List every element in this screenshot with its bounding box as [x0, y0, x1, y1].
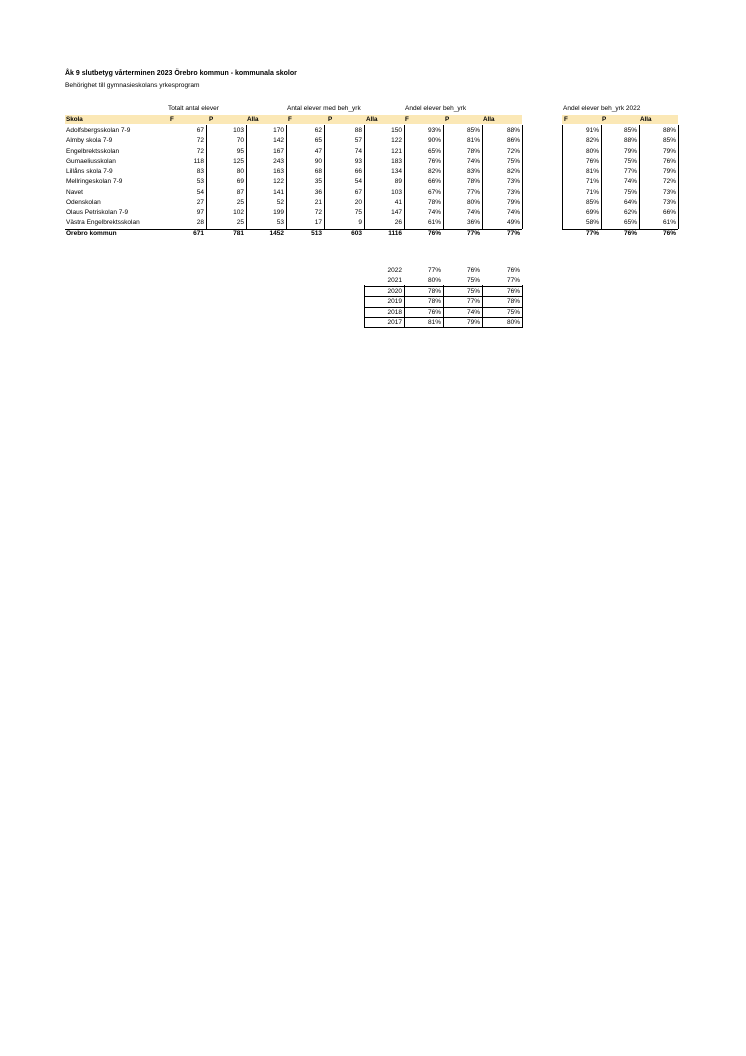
total-row-aa: 77% — [506, 229, 520, 237]
table-row-7-ap: 80% — [466, 198, 480, 206]
table-row-0-ba: 150 — [391, 127, 402, 134]
table-row-0-ap: 85% — [466, 127, 480, 134]
table-row-6-af: 67% — [427, 188, 441, 196]
history-hline-1 — [364, 296, 522, 297]
table-row-3-pp: 75% — [623, 157, 637, 165]
table-row-2-ap: 78% — [466, 147, 480, 155]
table-row-3-tf: 118 — [193, 157, 204, 165]
table-row-0-tp: 103 — [233, 127, 244, 134]
table-row-3-ba: 183 — [391, 157, 402, 165]
table-row-8-pa: 66% — [662, 209, 676, 216]
table-row-3-ta: 243 — [273, 157, 284, 165]
history-row-5-p: 79% — [466, 319, 480, 326]
total-row-bp: 603 — [351, 229, 362, 237]
table-row-8-aa: 74% — [506, 209, 520, 216]
history-row-4-f: 76% — [427, 308, 441, 316]
table-row-4-af: 82% — [427, 168, 441, 175]
table-row-1-ap: 81% — [466, 137, 480, 145]
table-row-7-aa: 79% — [506, 198, 520, 206]
table-row-8-ap: 74% — [466, 209, 480, 216]
table-row-4-bp: 66 — [354, 168, 362, 175]
history-row-2-p: 75% — [466, 287, 480, 295]
group-header-beh: Antal elever med beh_yrk — [287, 105, 361, 112]
table-row-9-af: 61% — [427, 219, 441, 227]
grid-vline-2022-3 — [678, 125, 679, 229]
table-row-2-pa: 79% — [662, 147, 676, 155]
total-row-bf: 513 — [311, 229, 322, 237]
table-row-9-pa: 61% — [662, 219, 676, 227]
grid-vline-7 — [482, 125, 483, 229]
header-andel-p: P — [445, 116, 450, 123]
table-row-5-bp: 54 — [354, 178, 362, 186]
table-row-2-pf: 80% — [585, 147, 599, 155]
history-hline-2 — [364, 307, 522, 308]
table-row-0-af: 93% — [427, 127, 441, 134]
history-row-0-year: 2022 — [387, 267, 402, 274]
table-row-9-pp: 65% — [623, 219, 637, 227]
table-row-9-school: Västra Engelbrektsskolan — [66, 219, 140, 227]
history-row-3-year: 2019 — [387, 298, 402, 306]
header-beh-p: P — [328, 116, 333, 123]
table-row-9-tp: 25 — [236, 219, 244, 227]
table-row-7-af: 78% — [427, 198, 441, 206]
table-row-5-tf: 53 — [196, 178, 204, 186]
table-row-7-tf: 27 — [196, 198, 204, 206]
table-row-8-bf: 72 — [314, 209, 322, 216]
table-row-2-tp: 95 — [236, 147, 244, 155]
total-row-pp: 76% — [623, 229, 637, 237]
history-row-2-year: 2020 — [387, 287, 402, 295]
table-row-3-af: 76% — [427, 157, 441, 165]
total-row-pa: 76% — [662, 229, 676, 237]
table-row-5-tp: 69 — [236, 178, 244, 186]
table-row-7-school: Odenskolan — [66, 198, 101, 206]
table-row-5-ta: 122 — [273, 178, 284, 186]
table-row-9-ta: 53 — [276, 219, 284, 227]
table-row-8-af: 74% — [427, 209, 441, 216]
history-row-4-p: 74% — [466, 308, 480, 316]
table-row-3-ap: 74% — [466, 157, 480, 165]
table-row-1-bf: 65 — [314, 137, 322, 145]
header-andel-alla: Alla — [483, 116, 495, 123]
table-row-1-school: Almby skola 7-9 — [66, 137, 113, 145]
grid-vline-6 — [443, 125, 444, 229]
table-row-8-bp: 75 — [354, 209, 362, 216]
grid-vline-2022-2 — [639, 125, 640, 229]
table-row-5-aa: 73% — [506, 178, 520, 186]
table-row-5-school: Mellringeskolan 7-9 — [66, 178, 123, 186]
header-band-main — [65, 115, 522, 124]
total-row-top-rule-2022 — [562, 229, 678, 230]
table-row-4-aa: 82% — [506, 168, 520, 175]
table-row-8-ta: 199 — [273, 209, 284, 216]
table-row-8-ba: 147 — [391, 209, 402, 216]
history-row-1-a: 77% — [506, 277, 520, 285]
history-row-1-year: 2021 — [387, 277, 402, 285]
table-row-4-pf: 81% — [585, 168, 599, 175]
table-row-7-pf: 85% — [585, 198, 599, 206]
table-row-9-tf: 28 — [196, 219, 204, 227]
table-row-6-bf: 36 — [314, 188, 322, 196]
history-row-3-f: 78% — [427, 298, 441, 306]
table-row-8-tp: 102 — [233, 209, 244, 216]
table-row-3-bf: 90 — [314, 157, 322, 165]
table-row-4-ba: 134 — [391, 168, 402, 175]
table-row-4-school: Lillåns skola 7-9 — [66, 168, 113, 175]
table-row-9-ba: 26 — [394, 219, 402, 227]
group-header-andel-2022: Andel elever beh_yrk 2022 — [563, 105, 641, 112]
table-row-9-pf: 58% — [585, 219, 599, 227]
table-row-1-aa: 86% — [506, 137, 520, 145]
table-row-0-ta: 170 — [273, 127, 284, 134]
history-row-4-year: 2018 — [387, 308, 402, 316]
total-row-ta: 1452 — [269, 229, 284, 237]
group-header-andel: Andel elever beh_yrk — [405, 105, 467, 112]
table-row-5-pf: 71% — [585, 178, 599, 186]
history-row-0-a: 76% — [506, 267, 520, 274]
table-row-6-pp: 75% — [623, 188, 637, 196]
table-row-5-af: 66% — [427, 178, 441, 186]
table-row-2-bf: 47 — [314, 147, 322, 155]
table-row-5-bf: 35 — [314, 178, 322, 186]
history-row-0-p: 76% — [466, 267, 480, 274]
table-row-0-pa: 88% — [662, 127, 676, 134]
table-row-4-pp: 77% — [623, 168, 637, 175]
grid-vline-2022-1 — [601, 125, 602, 229]
table-row-3-tp: 125 — [233, 157, 244, 165]
table-row-4-ap: 83% — [466, 168, 480, 175]
table-row-8-school: Olaus Petriskolan 7-9 — [66, 209, 129, 216]
grid-vline-5 — [404, 125, 405, 229]
table-row-6-ba: 103 — [391, 188, 402, 196]
history-hline-3 — [364, 317, 522, 318]
table-row-1-ta: 142 — [273, 137, 284, 145]
total-row-tp: 781 — [233, 229, 244, 237]
total-row-school: Örebro kommun — [66, 229, 117, 237]
table-row-5-ba: 89 — [394, 178, 402, 186]
table-row-3-school: Gumaeliusskolan — [66, 157, 116, 165]
table-row-6-aa: 73% — [506, 188, 520, 196]
history-row-1-p: 75% — [466, 277, 480, 285]
history-hline-4 — [364, 327, 522, 328]
table-row-7-ba: 41 — [394, 198, 402, 206]
total-row-tf: 671 — [193, 229, 204, 237]
total-row-ap: 77% — [466, 229, 480, 237]
table-row-2-tf: 72 — [196, 147, 204, 155]
table-row-9-ap: 36% — [466, 219, 480, 227]
grid-vline-0 — [206, 125, 207, 229]
table-row-2-aa: 72% — [506, 147, 520, 155]
table-row-0-aa: 88% — [506, 127, 520, 134]
table-row-2-bp: 74 — [354, 147, 362, 155]
table-row-3-bp: 93 — [354, 157, 362, 165]
grid-vline-8 — [522, 125, 523, 229]
table-row-2-pp: 79% — [623, 147, 637, 155]
report-subtitle: Behörighet till gymnasieskolans yrkesprogram — [65, 82, 200, 89]
table-row-1-ba: 122 — [391, 137, 402, 145]
table-row-8-pf: 69% — [585, 209, 599, 216]
table-row-0-pf: 91% — [585, 127, 599, 134]
table-row-0-bp: 88 — [354, 127, 362, 134]
table-row-4-bf: 68 — [314, 168, 322, 175]
header-andel-f: F — [405, 116, 409, 123]
grid-vline-3 — [324, 125, 325, 229]
history-hline-0 — [364, 286, 522, 287]
total-row-ba: 1116 — [388, 229, 402, 237]
table-row-4-tp: 80 — [236, 168, 244, 175]
history-row-5-year: 2017 — [387, 319, 402, 326]
table-row-1-bp: 57 — [354, 137, 362, 145]
grid-vline-4 — [364, 125, 365, 229]
table-row-2-af: 65% — [427, 147, 441, 155]
table-row-3-pa: 76% — [662, 157, 676, 165]
table-row-7-tp: 25 — [236, 198, 244, 206]
history-row-2-f: 78% — [427, 287, 441, 295]
total-row-af: 76% — [427, 229, 441, 237]
history-row-2-a: 76% — [506, 287, 520, 295]
history-row-4-a: 75% — [506, 308, 520, 316]
table-row-7-bf: 21 — [314, 198, 322, 206]
table-row-1-pf: 82% — [585, 137, 599, 145]
header-band-2022 — [562, 115, 678, 124]
table-row-2-ta: 167 — [273, 147, 284, 155]
history-row-5-f: 81% — [427, 319, 441, 326]
history-vline-4 — [522, 285, 523, 328]
table-row-7-ta: 52 — [276, 198, 284, 206]
table-row-7-bp: 20 — [354, 198, 362, 206]
header-2022-p: P — [602, 116, 607, 123]
table-row-0-tf: 67 — [196, 127, 204, 134]
table-row-1-tp: 70 — [236, 137, 244, 145]
table-row-4-pa: 79% — [662, 168, 676, 175]
table-row-5-pp: 74% — [623, 178, 637, 186]
table-row-6-tf: 54 — [196, 188, 204, 196]
grid-vline-2 — [286, 125, 287, 229]
table-row-6-ap: 77% — [466, 188, 480, 196]
table-row-0-school: Adolfsbergsskolan 7-9 — [66, 127, 131, 134]
history-row-5-a: 80% — [506, 319, 520, 326]
table-row-1-pa: 85% — [662, 137, 676, 145]
table-row-6-pf: 71% — [585, 188, 599, 196]
table-row-0-pp: 85% — [623, 127, 637, 134]
grid-vline-1 — [246, 125, 247, 229]
table-row-7-pp: 64% — [623, 198, 637, 206]
table-row-1-pp: 88% — [623, 137, 637, 145]
header-total-f: F — [170, 116, 174, 123]
history-row-1-f: 80% — [427, 277, 441, 285]
table-row-9-bf: 17 — [314, 219, 322, 227]
group-header-total: Totalt antal elever — [168, 105, 219, 112]
table-row-2-ba: 121 — [391, 147, 402, 155]
table-row-9-bp: 9 — [358, 219, 362, 227]
table-row-0-bf: 62 — [314, 127, 322, 134]
table-row-5-pa: 72% — [662, 178, 676, 186]
total-row-pf: 77% — [585, 229, 599, 237]
header-total-p: P — [209, 116, 214, 123]
table-row-1-tf: 72 — [196, 137, 204, 145]
header-skola: Skola — [66, 116, 83, 123]
table-row-6-school: Navet — [66, 188, 83, 196]
table-row-6-ta: 141 — [273, 188, 284, 196]
table-row-8-tf: 97 — [196, 209, 204, 216]
table-row-3-pf: 76% — [585, 157, 599, 165]
table-row-4-ta: 163 — [273, 168, 284, 175]
table-row-6-tp: 87 — [236, 188, 244, 196]
header-total-alla: Alla — [247, 116, 259, 123]
table-row-4-tf: 83 — [196, 168, 204, 175]
header-2022-f: F — [564, 116, 568, 123]
report-title: Åk 9 slutbetyg vårterminen 2023 Örebro kommun - kommunala skolor — [65, 70, 297, 77]
table-row-2-school: Engelbrektsskolan — [66, 147, 120, 155]
header-2022-alla: Alla — [640, 116, 652, 123]
table-row-8-pp: 62% — [623, 209, 637, 216]
header-beh-alla: Alla — [366, 116, 378, 123]
table-row-7-pa: 73% — [662, 198, 676, 206]
history-row-3-a: 78% — [506, 298, 520, 306]
table-row-6-bp: 67 — [354, 188, 362, 196]
history-row-3-p: 77% — [466, 298, 480, 306]
total-row-top-rule — [65, 229, 522, 230]
header-beh-f: F — [288, 116, 292, 123]
table-row-6-pa: 73% — [662, 188, 676, 196]
table-row-5-ap: 78% — [466, 178, 480, 186]
table-row-9-aa: 49% — [506, 219, 520, 227]
history-row-0-f: 77% — [427, 267, 441, 274]
table-row-3-aa: 75% — [506, 157, 520, 165]
grid-vline-2022-0 — [562, 125, 563, 229]
table-row-1-af: 90% — [427, 137, 441, 145]
